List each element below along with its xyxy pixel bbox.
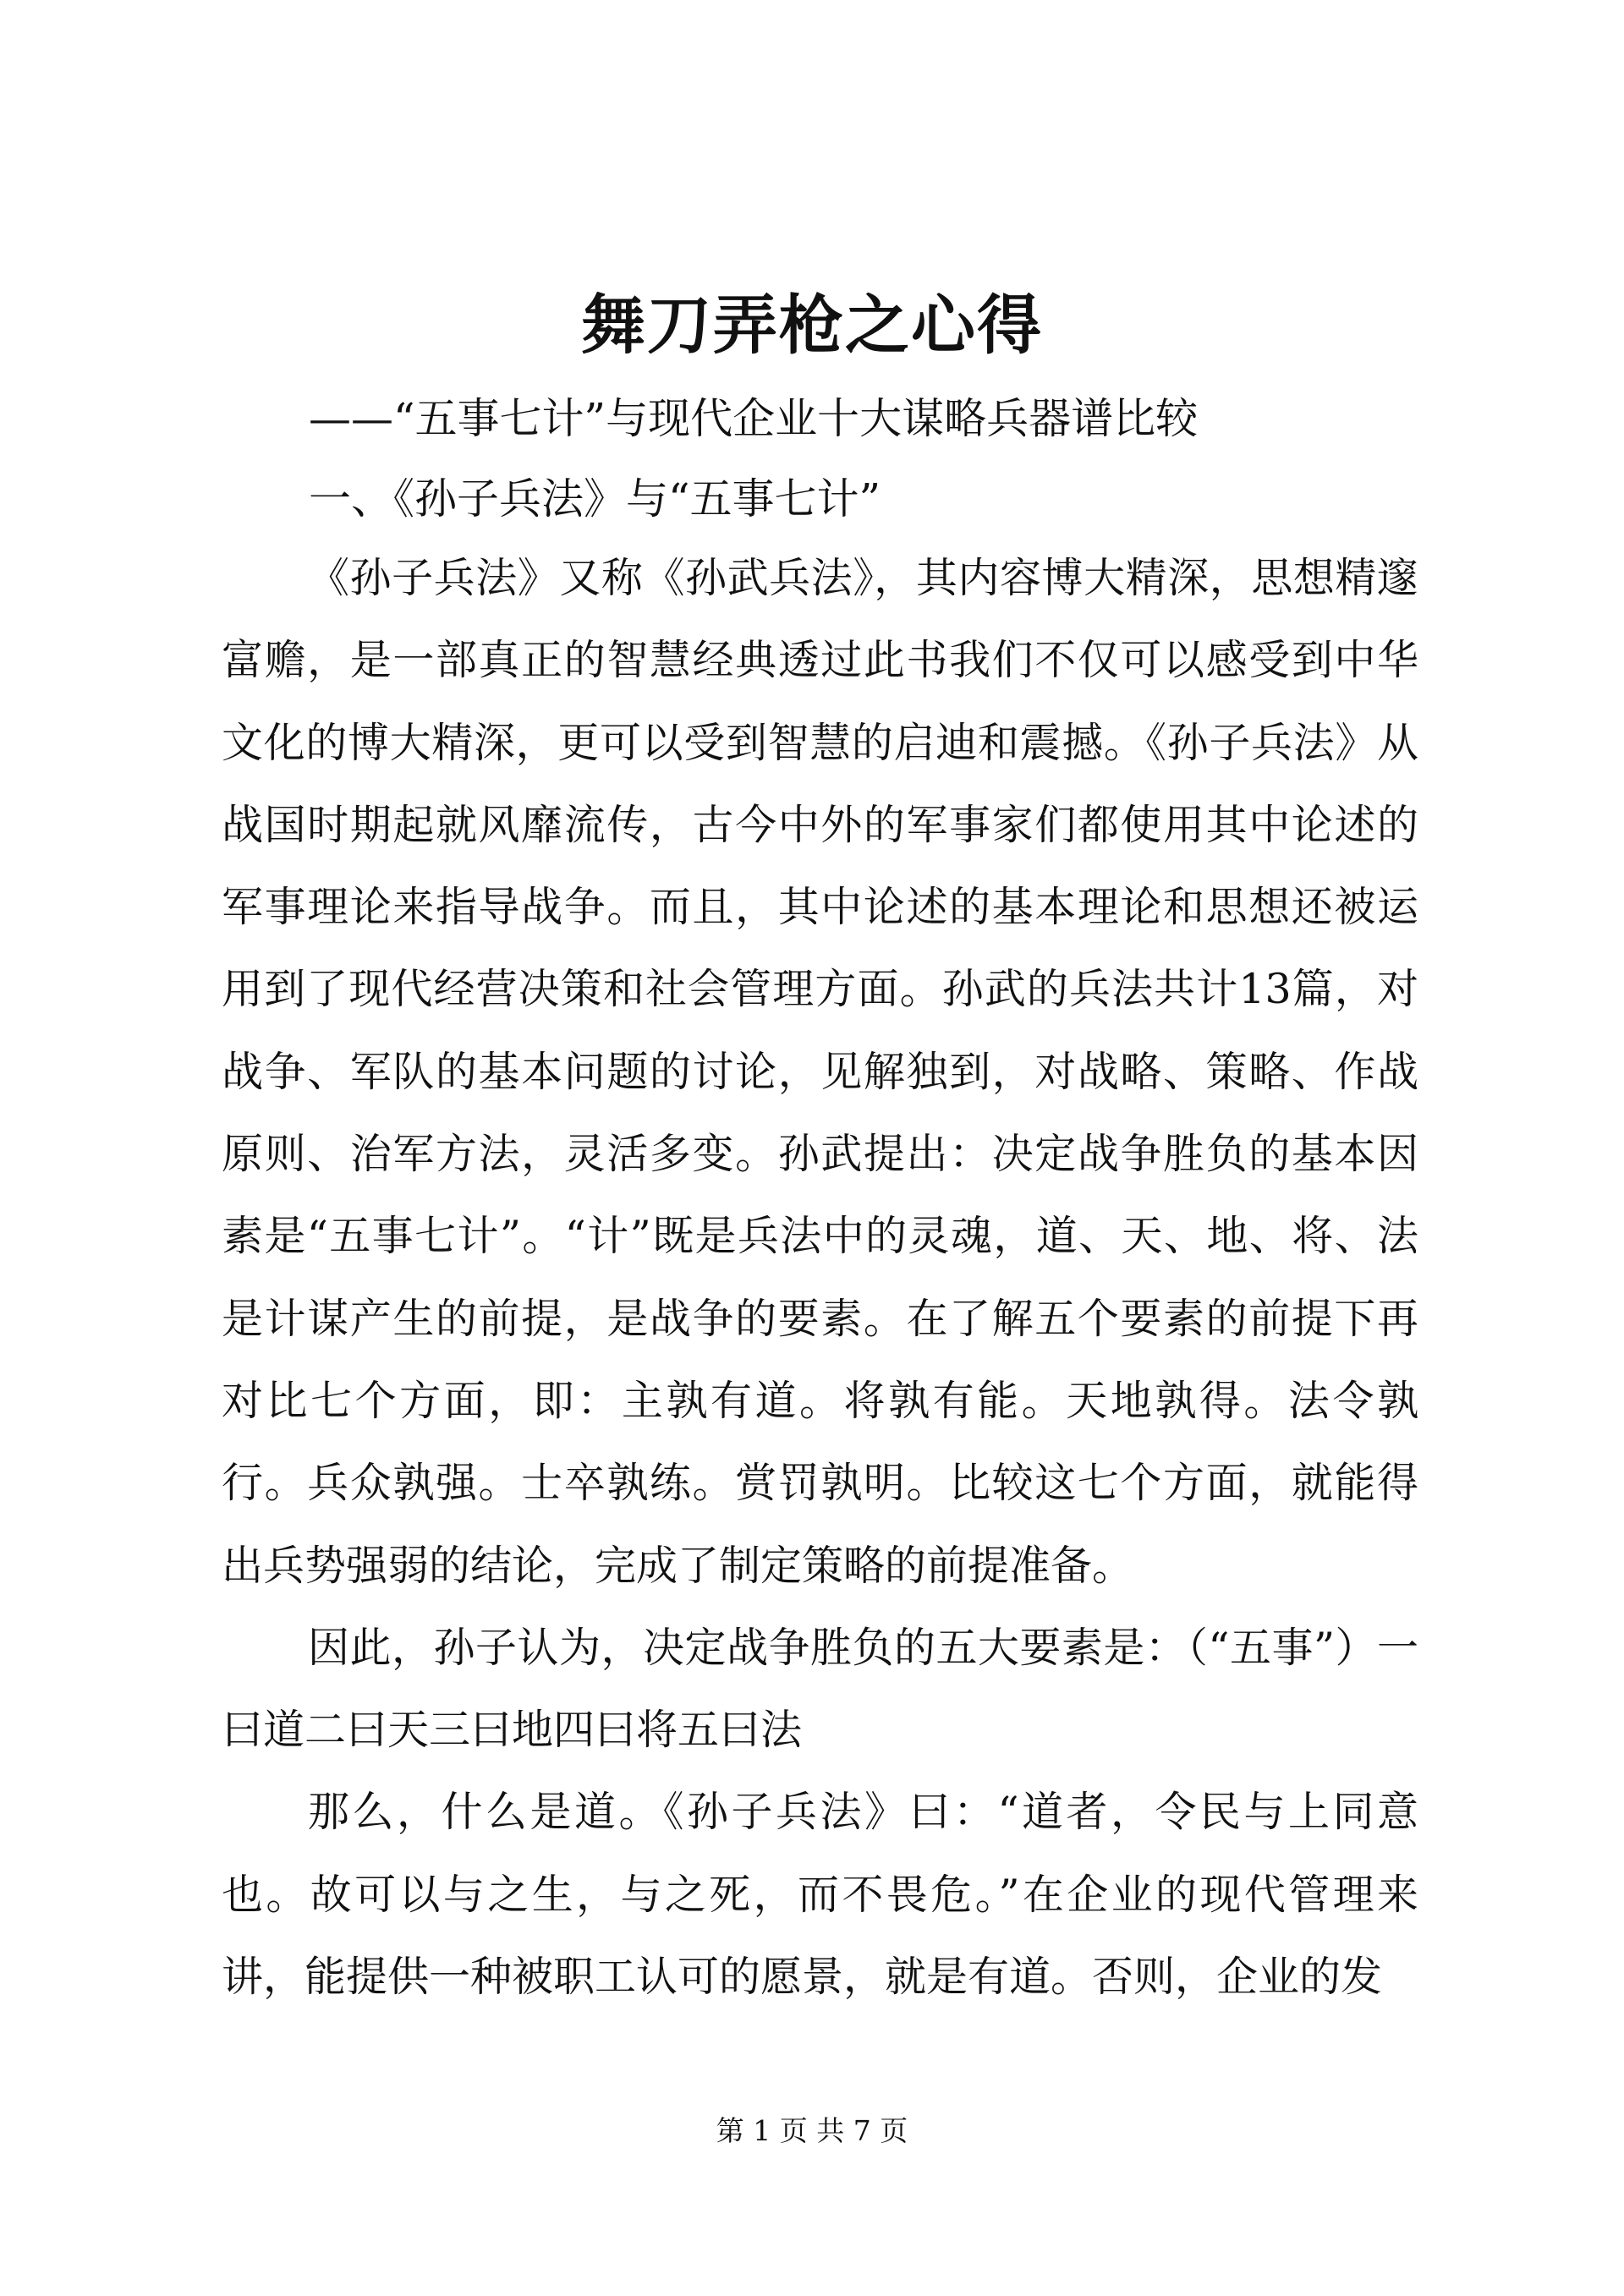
paragraph: 因此，孙子认为，决定战争胜负的五大要素是：（“五事”）一曰道二曰天三曰地四曰将五曰法 — [222, 1623, 1418, 1755]
paragraph: 《孙子兵法》又称《孙武兵法》，其内容博大精深，思想精邃富赡，是一部真正的智慧经典透过此书我们不仅可以感受到中华文化的博大精深，更可以受到智慧的启迪和震撼。《孙子兵法》从战国时期起就风靡流传，古今中外的军事家们都使用其中论述的军事理论来指导战争。而且，其中论述的基本理论和思想还被运用到了现代经营决策和社会管理方面。孙武的兵法共计13篇，对战争、军队的基本问题的讨论，见解独到，对战略、策略、作战原则、治军方法，灵活多变。孙武提出：决定战争胜负的基本因素是“五事七计”。“计”既是兵法中的灵魂，道、天、地、将、法是计谋产生的前提，是战争的要素。在了解五个要素的前提下再对比七个方面，即：主孰有道。将孰有能。天地孰得。法令孰行。兵众孰强。士卒孰练。赏罚孰明。比较这七个方面，就能得出兵势强弱的结论，完成了制定策略的前提准备。 — [222, 554, 1418, 1590]
paragraph: 那么，什么是道。《孙子兵法》曰：“道者，令民与上同意也。故可以与之生，与之死，而不畏危。”在企业的现代管理来讲，能提供一种被职工认可的愿景，就是有道。否则，企业的发 — [222, 1788, 1418, 2002]
page-title: 舞刀弄枪之心得 — [581, 288, 1043, 363]
body-text — [222, 537, 1418, 2018]
page-number-footer: 第 1 页 共 7 页 — [716, 2114, 908, 2147]
subtitle: ——“五事七计”与现代企业十大谋略兵器谱比较 — [309, 394, 1199, 443]
section-heading: 一、《孙子兵法》与“五事七计” — [309, 474, 881, 523]
